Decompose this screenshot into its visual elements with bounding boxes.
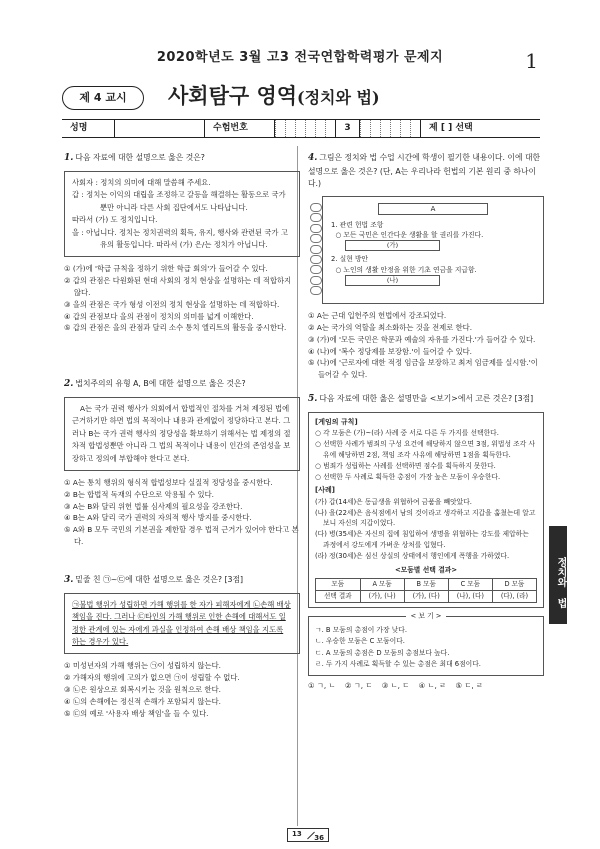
case-line: (가) 갑(14세)은 동급생을 위협하여 금품을 빼앗았다.	[315, 497, 472, 506]
blank-na: (나)	[345, 275, 440, 286]
name-field[interactable]	[114, 120, 204, 137]
answer-option[interactable]: ② 갑의 관점은 다원화된 현대 사회의 정치 현상을 설명하는 데 적합하지 않다.	[64, 276, 292, 297]
bogi-label: < 보 기 >	[406, 612, 445, 620]
spiral-binding-icon	[310, 203, 322, 299]
answer-option[interactable]: ① A는 통치 행위의 형식적 합법성보다 실질적 정당성을 중시한다.	[64, 478, 273, 488]
bogi-item: ㄱ. B 모둠의 총점이 가장 낮다.	[315, 625, 408, 634]
passage-frame: A는 국가 권력 행사가 의회에서 합법적인 절차를 거쳐 제정된 법에 근거하기만 하면 법의 목적이나 내용과 관계없이 정당하다고 본다. 그러나 B는 국가 권력 행사의 정당성을 확보하기 위해서는 법 제정의 절차적 합법성뿐만 아니라 그 법의 목적이나 내용이 인간의 존엄성을 보장하고 정의에 부합해야 한다고 본다.	[64, 397, 300, 471]
exam-number-field[interactable]	[274, 120, 335, 137]
table-header-cell: A 모둠	[360, 578, 404, 590]
answer-option[interactable]: ② A는 국가의 역할을 최소화하는 것을 전제로 한다.	[308, 322, 473, 332]
question-number: 2.	[64, 379, 74, 390]
answer-option[interactable]: ④ B는 A와 달리 국가 권력의 자의적 행사 방지를 중시한다.	[64, 513, 252, 523]
answer-option[interactable]: ② B는 합법적 독재의 수단으로 악용될 수 있다.	[64, 489, 214, 499]
dialogue-frame	[64, 171, 300, 257]
question-2	[64, 378, 300, 548]
left-column	[64, 152, 300, 719]
table-row	[316, 590, 537, 602]
exam-number-digit: 3	[335, 120, 359, 137]
question-stem: 다음 자료에 대한 설명으로 옳은 것은?	[75, 153, 205, 162]
notebook-line: 2. 실현 방안	[331, 255, 369, 264]
question-stem: 법치주의의 유형 A, B에 대한 설명으로 옳은 것은?	[75, 379, 246, 389]
notebook-line: ○ 노인의 생활 안정을 위한 기초 연금을 지급함.	[331, 265, 477, 274]
bogi-item: ㄴ. 우승한 모둠은 C 모둠이다.	[315, 637, 405, 646]
question-number: 5.	[308, 393, 318, 404]
answer-option[interactable]: ⑤ ㉢의 예로 '사용자 배상 책임'을 들 수 있다.	[64, 708, 209, 718]
question-stem: 다음 자료에 대한 옳은 설명만을 <보기>에서 고른 것은? [3점]	[319, 393, 534, 403]
notebook-figure	[322, 196, 544, 304]
current-page: 13	[292, 830, 302, 838]
rule-line: ○ 선택한 사례가 범죄의 구성 요건에 해당하지 않으면 3점, 위법성 조각 사유에 해당하면 2점, 책임 조각 사유에 해당하면 1점을 획득한다.	[315, 439, 536, 459]
dialogue-line: 을 : 아닙니다. 정치는 정치권력의 획득, 유지, 행사와 관련된 국가 고유의 활동입니다. 따라서 (가) 은/는 정치가 아닙니다.	[72, 227, 288, 249]
question-number: 3.	[64, 574, 74, 585]
dialogue-line: 사회자 : 정치의 의미에 대해 말씀해 주세요.	[72, 177, 211, 187]
subject-title-main: 사회탐구 영역	[168, 83, 298, 108]
answer-option[interactable]: ① A는 근대 입헌주의 헌법에서 강조되었다.	[308, 311, 447, 321]
case-line: (다) 병(35세)은 자신의 집에 침입하여 생명을 위협하는 강도를 제압하는 과정에서 강도에게 가벼운 상처를 입혔다.	[315, 530, 529, 550]
question-3	[64, 574, 300, 720]
subject-title	[168, 80, 380, 113]
total-pages: 36	[314, 834, 324, 842]
subject-side-tab: 정치와 법	[549, 526, 567, 624]
question-5	[308, 393, 544, 692]
candidate-info-bar	[62, 119, 540, 138]
period-label: 제 4 교시	[62, 86, 144, 110]
table-cell: 선택 결과	[316, 590, 361, 602]
answer-option[interactable]: ① 미성년자의 가해 행위는 ㉠이 성립하지 않는다.	[64, 661, 221, 671]
answer-option[interactable]: ④ 갑의 관점보다 을의 관점이 정치의 의미를 넓게 이해한다.	[64, 311, 254, 321]
exam-number-label: 수험번호	[204, 120, 274, 137]
question-4	[308, 152, 544, 381]
game-rules-box	[308, 412, 544, 608]
elective-choice-label: 제 [ ] 선택	[420, 120, 540, 137]
table-cell: (가), (다)	[404, 590, 448, 602]
rule-line: ○ 선택한 두 사례로 획득한 총점이 가장 높은 모둠이 우승한다.	[315, 472, 501, 481]
answer-option[interactable]: ① (가)에 '학급 규칙을 정하기 위한 학급 회의'가 들어갈 수 있다.	[64, 264, 268, 274]
table-header-cell: B 모둠	[404, 578, 448, 590]
answer-option[interactable]: ③ ㉡은 원상으로 회복시키는 것을 원칙으로 한다.	[64, 685, 221, 695]
rules-title: [게임의 규칙]	[315, 417, 358, 426]
table-header-cell: D 모둠	[492, 578, 536, 590]
table-header-cell: C 모둠	[448, 578, 492, 590]
case-line: (나) 을(22세)은 음식점에서 남의 것이라고 생각하고 지갑을 훔쳤는데 알고 보니 자신의 지갑이었다.	[315, 508, 536, 528]
bogi-box	[308, 611, 544, 676]
answer-option[interactable]: ③ 을의 관점은 국가 형성 이전의 정치 현상을 설명하는 데 적합하다.	[64, 299, 280, 309]
dialogue-line: 갑 : 정치는 이익의 대립을 조정하고 갈등을 해결하는 활동으로 국가뿐만 아니라 다른 사회 집단에서도 나타납니다.	[72, 190, 286, 212]
right-column	[308, 152, 544, 692]
question-1	[64, 152, 300, 334]
bogi-item: ㄷ. A 모둠의 총점은 D 모둠의 총점보다 높다.	[315, 648, 450, 657]
dialogue-line: 따라서 (가) 도 정치입니다.	[72, 215, 158, 225]
result-table	[315, 578, 537, 603]
rule-line: ○ 범죄가 성립하는 사례를 선택하면 점수를 획득하지 못한다.	[315, 461, 496, 470]
question-stem: 밑줄 친 ㉠~㉢에 대한 설명으로 옳은 것은? [3점]	[75, 574, 244, 584]
passage-frame: ㉠불법 행위가 성립하면 가해 행위를 한 자가 피해자에게 ㉡손해 배상 책임을 진다. 그러나 ㉢타인의 가해 행위로 인한 손해에 대해서도 일정한 관계에 있는 자에게 과실을 인정하여 손해 배상 책임을 지도록 하는 경우가 있다.	[64, 593, 300, 655]
answer-option[interactable]: ⑤ A와 B 모두 국민의 기본권을 제한할 경우 법적 근거가 있어야 한다고 본다.	[64, 525, 299, 547]
case-line: (라) 정(30세)은 심신 상실의 상태에서 행인에게 폭행을 가하였다.	[315, 552, 510, 561]
page-number: 1	[525, 49, 538, 73]
notebook-title-box: A	[378, 203, 488, 215]
bogi-item: ㄹ. 두 가지 사례로 획득할 수 있는 총점은 최대 6점이다.	[315, 660, 481, 669]
notebook-line: ○ 모든 국민은 인간다운 생활을 할 권리를 가진다.	[331, 231, 484, 240]
answer-option[interactable]: ⑤ (나)에 '근로자에 대한 적정 임금을 보장하고 최저 임금제를 실시함.'이 들어갈 수 있다.	[308, 358, 538, 380]
answer-choices[interactable]: ① ㄱ, ㄴ ② ㄱ, ㄷ ③ ㄴ, ㄷ ④ ㄴ, ㄹ ⑤ ㄷ, ㄹ	[308, 680, 484, 690]
exam-title: 2020학년도 3월 고3 전국연합학력평가 문제지	[156, 50, 444, 65]
answer-option[interactable]: ④ (나)에 '복수 정당제를 보장함.'이 들어갈 수 있다.	[308, 346, 472, 356]
rule-line: ○ 각 모둠은 (가)~(라) 사례 중 서로 다른 두 가지를 선택한다.	[315, 429, 499, 438]
answer-option[interactable]: ③ (가)에 '모든 국민은 학문과 예술의 자유를 가진다.'가 들어갈 수 있다.	[308, 334, 536, 344]
answer-option[interactable]: ③ A는 B와 달리 위헌 법률 심사제의 필요성을 강조한다.	[64, 501, 243, 511]
table-header-row	[316, 578, 537, 590]
table-cell: (가), (나)	[360, 590, 404, 602]
answer-option[interactable]: ⑤ 갑의 관점은 을의 관점과 달리 소수 통치 엘리트의 활동을 중시한다.	[64, 323, 287, 333]
answer-option[interactable]: ② 가해자의 행위에 고의가 없으면 ㉠이 성립할 수 없다.	[64, 673, 240, 683]
question-number: 1.	[64, 153, 74, 163]
subject-title-sub: (정치와 법)	[297, 88, 380, 107]
notebook-line: 1. 관련 헌법 조항	[331, 221, 384, 230]
table-header-cell: 모둠	[316, 578, 361, 590]
question-number: 4.	[308, 153, 318, 163]
result-table-title: <모둠별 선택 결과>	[394, 565, 458, 574]
question-stem: 그림은 정치와 법 수업 시간에 학생이 필기한 내용이다. 이에 대한 설명으로 옳은 것은? (단, A는 우리나라 헌법의 기본 원리 중 하나이다.)	[308, 153, 541, 189]
blank-ga: (가)	[345, 240, 440, 251]
table-cell: (나), (다)	[448, 590, 492, 602]
cases-title: [사례]	[315, 486, 335, 495]
answer-option[interactable]: ④ ㉡의 손해에는 정신적 손해가 포함되지 않는다.	[64, 696, 221, 706]
table-cell: (다), (라)	[492, 590, 536, 602]
name-label: 성명	[70, 123, 88, 133]
page-indicator	[287, 828, 329, 842]
